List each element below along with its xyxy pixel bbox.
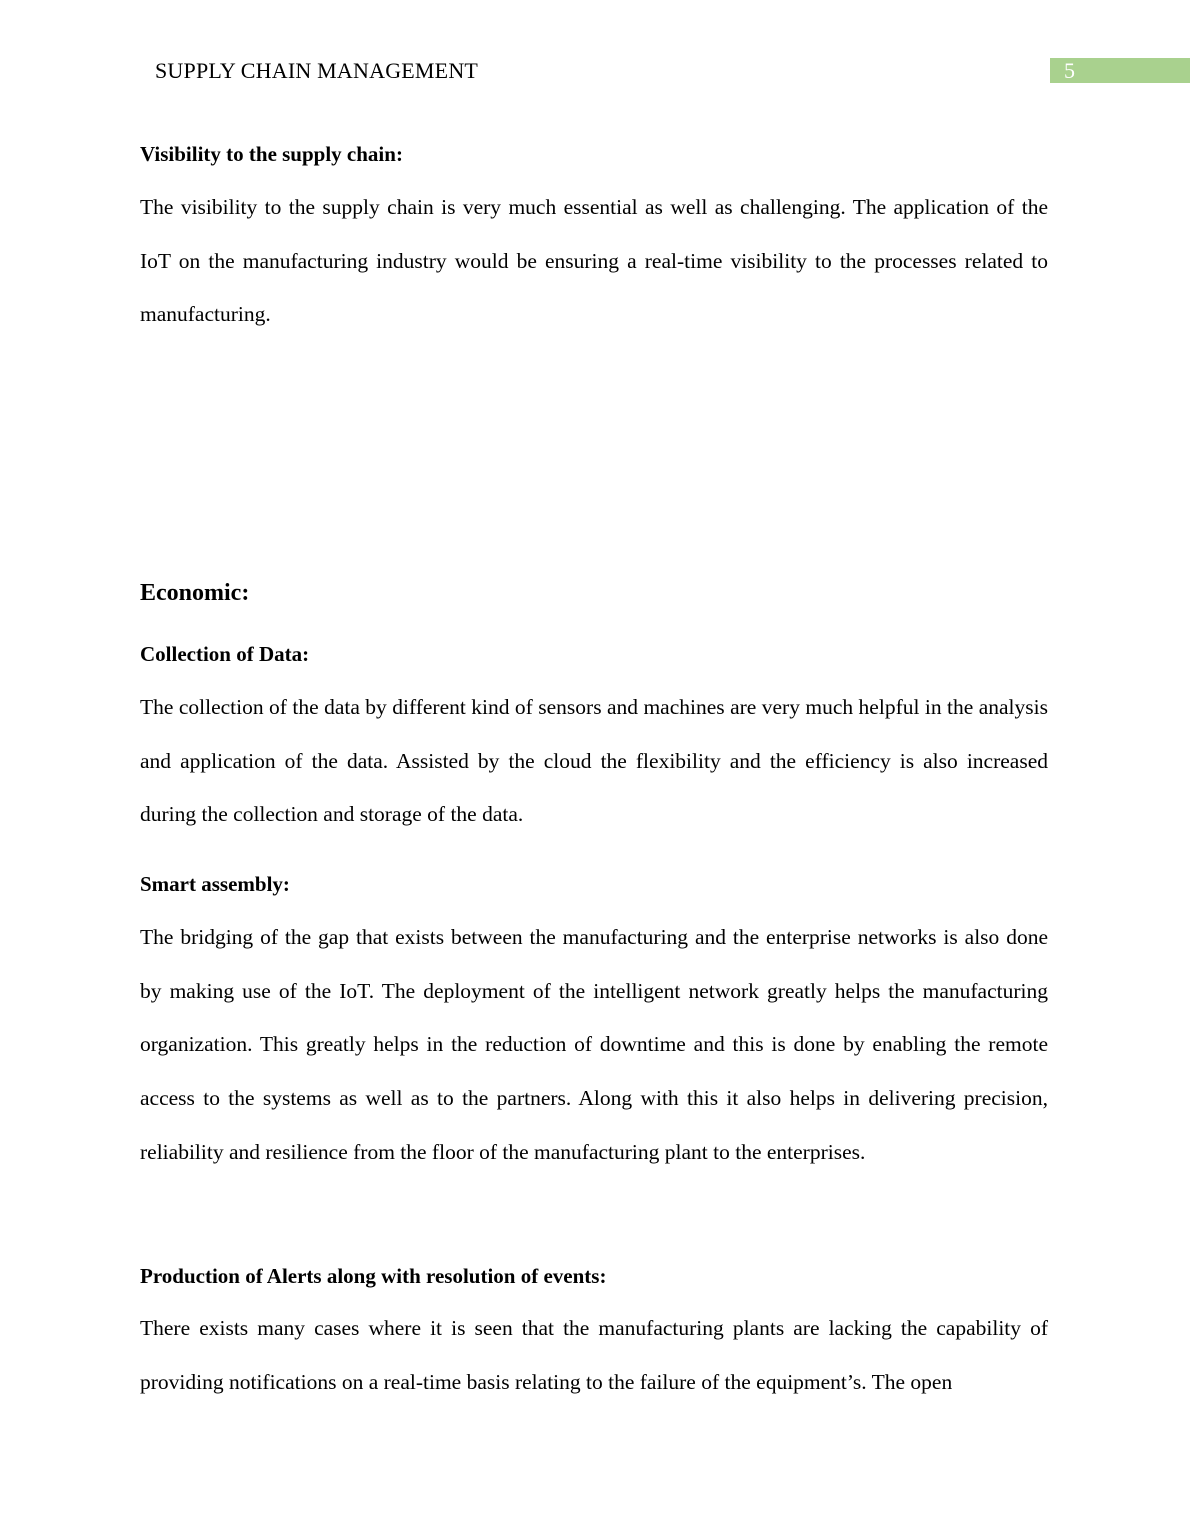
heading-smart-assembly: Smart assembly:	[140, 872, 290, 896]
page-number: 5	[1064, 58, 1075, 83]
paragraph-smart-assembly: The bridging of the gap that exists between the manufacturing and the enterprise networks is also done by making use of the IoT. The deployment of the intelligent network greatly helps the manufacturing organization. This greatly helps in the reduction of downtime and this is done by enabling the remote access to the systems as well as to the partners. Along with this it also helps in delivering precision, reliability and resilience from the floor of the manufacturing plant to the enterprises.	[140, 925, 1048, 1164]
page-header	[0, 56, 1190, 84]
heading-collection-of-data: Collection of Data:	[140, 642, 310, 666]
page-number-box	[1050, 58, 1190, 83]
heading-economic: Economic:	[140, 580, 250, 606]
heading-alerts: Production of Alerts along with resolution of events:	[140, 1264, 607, 1288]
paragraph-alerts: There exists many cases where it is seen that the manufacturing plants are lacking the capability of providing notifications on a real-time basis relating to the failure of the equipment’s. The open	[140, 1316, 1048, 1394]
heading-visibility: Visibility to the supply chain:	[140, 142, 403, 166]
paragraph-visibility: The visibility to the supply chain is very much essential as well as challenging. The application of the IoT on the manufacturing industry would be ensuring a real-time visibility to the processes related to manufacturing.	[140, 195, 1048, 327]
running-head: SUPPLY CHAIN MANAGEMENT	[155, 58, 479, 83]
paragraph-collection-of-data: The collection of the data by different kind of sensors and machines are very much helpful in the analysis and application of the data. Assisted by the cloud the flexibility and the efficiency is also increased during the collection and storage of the data.	[140, 695, 1048, 827]
